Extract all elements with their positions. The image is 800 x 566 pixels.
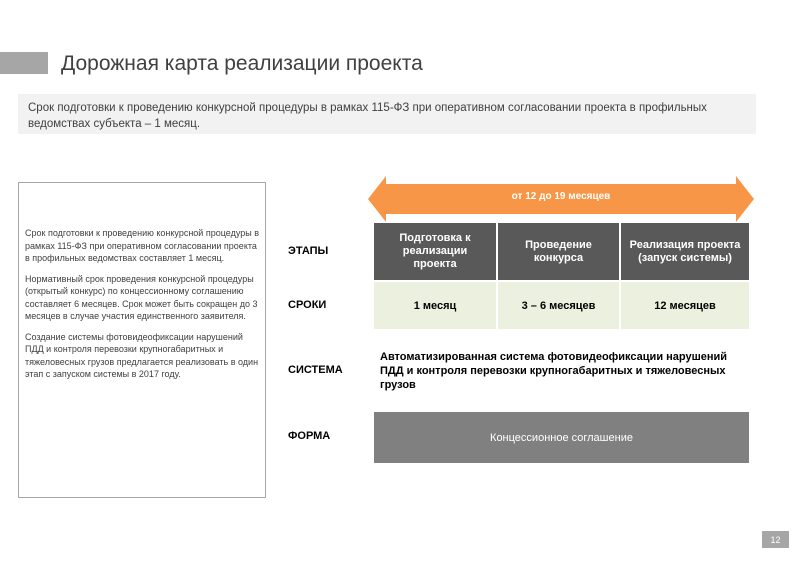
side-note-2: Нормативный срок проведения конкурсной процедуры (открытый конкурс) по концессионному соглашению составляет 6 месяцев. Срок может быть сокращен до 3 месяцев в случае участия единственного заявителя. [25,273,258,321]
side-note-3: Создание системы фотовидеофиксации нарушений ПДД и контроля перевозки крупногабаритных и тяжеловесных грузов предлагается реализовать в один этап с запуском системы в 2017 году. [25,331,259,379]
row-label-stages: ЭТАПЫ [288,245,329,257]
term-implementation: 12 месяцев [621,282,749,329]
page-number: 12 [762,531,789,548]
stage-header-implementation: Реализация проекта (запуск системы) [621,223,749,280]
intro-box: Срок подготовки к проведению конкурсной процедуры в рамках 115-ФЗ при оперативном согласовании проекта в профильных ведомствах субъекта – 1 месяц. [18,94,756,134]
page-title: Дорожная карта реализации проекта [61,52,423,75]
form-box: Концессионное соглашение [374,412,749,463]
stage-header-competition: Проведение конкурса [498,223,619,280]
stage-header-preparation: Подготовка к реализации проекта [374,223,496,280]
row-label-form: ФОРМА [288,430,331,442]
timeline-label: от 12 до 19 месяцев [511,191,611,202]
side-note-1: Срок подготовки к проведению конкурсной процедуры в рамках 115-ФЗ при оперативном согласовании проекта в профильных ведомствах составляет 1 месяц. [25,228,259,263]
title-accent-bar [0,52,48,74]
term-competition: 3 – 6 месяцев [498,282,619,329]
row-label-system: СИСТЕМА [288,364,343,376]
system-description: Автоматизированная система фотовидеофиксации нарушений ПДД и контроля перевозки крупногабаритных и тяжеловесных грузов [380,351,728,391]
row-label-terms: СРОКИ [288,299,327,311]
term-preparation: 1 месяц [374,282,496,329]
side-notes-box [18,182,266,498]
